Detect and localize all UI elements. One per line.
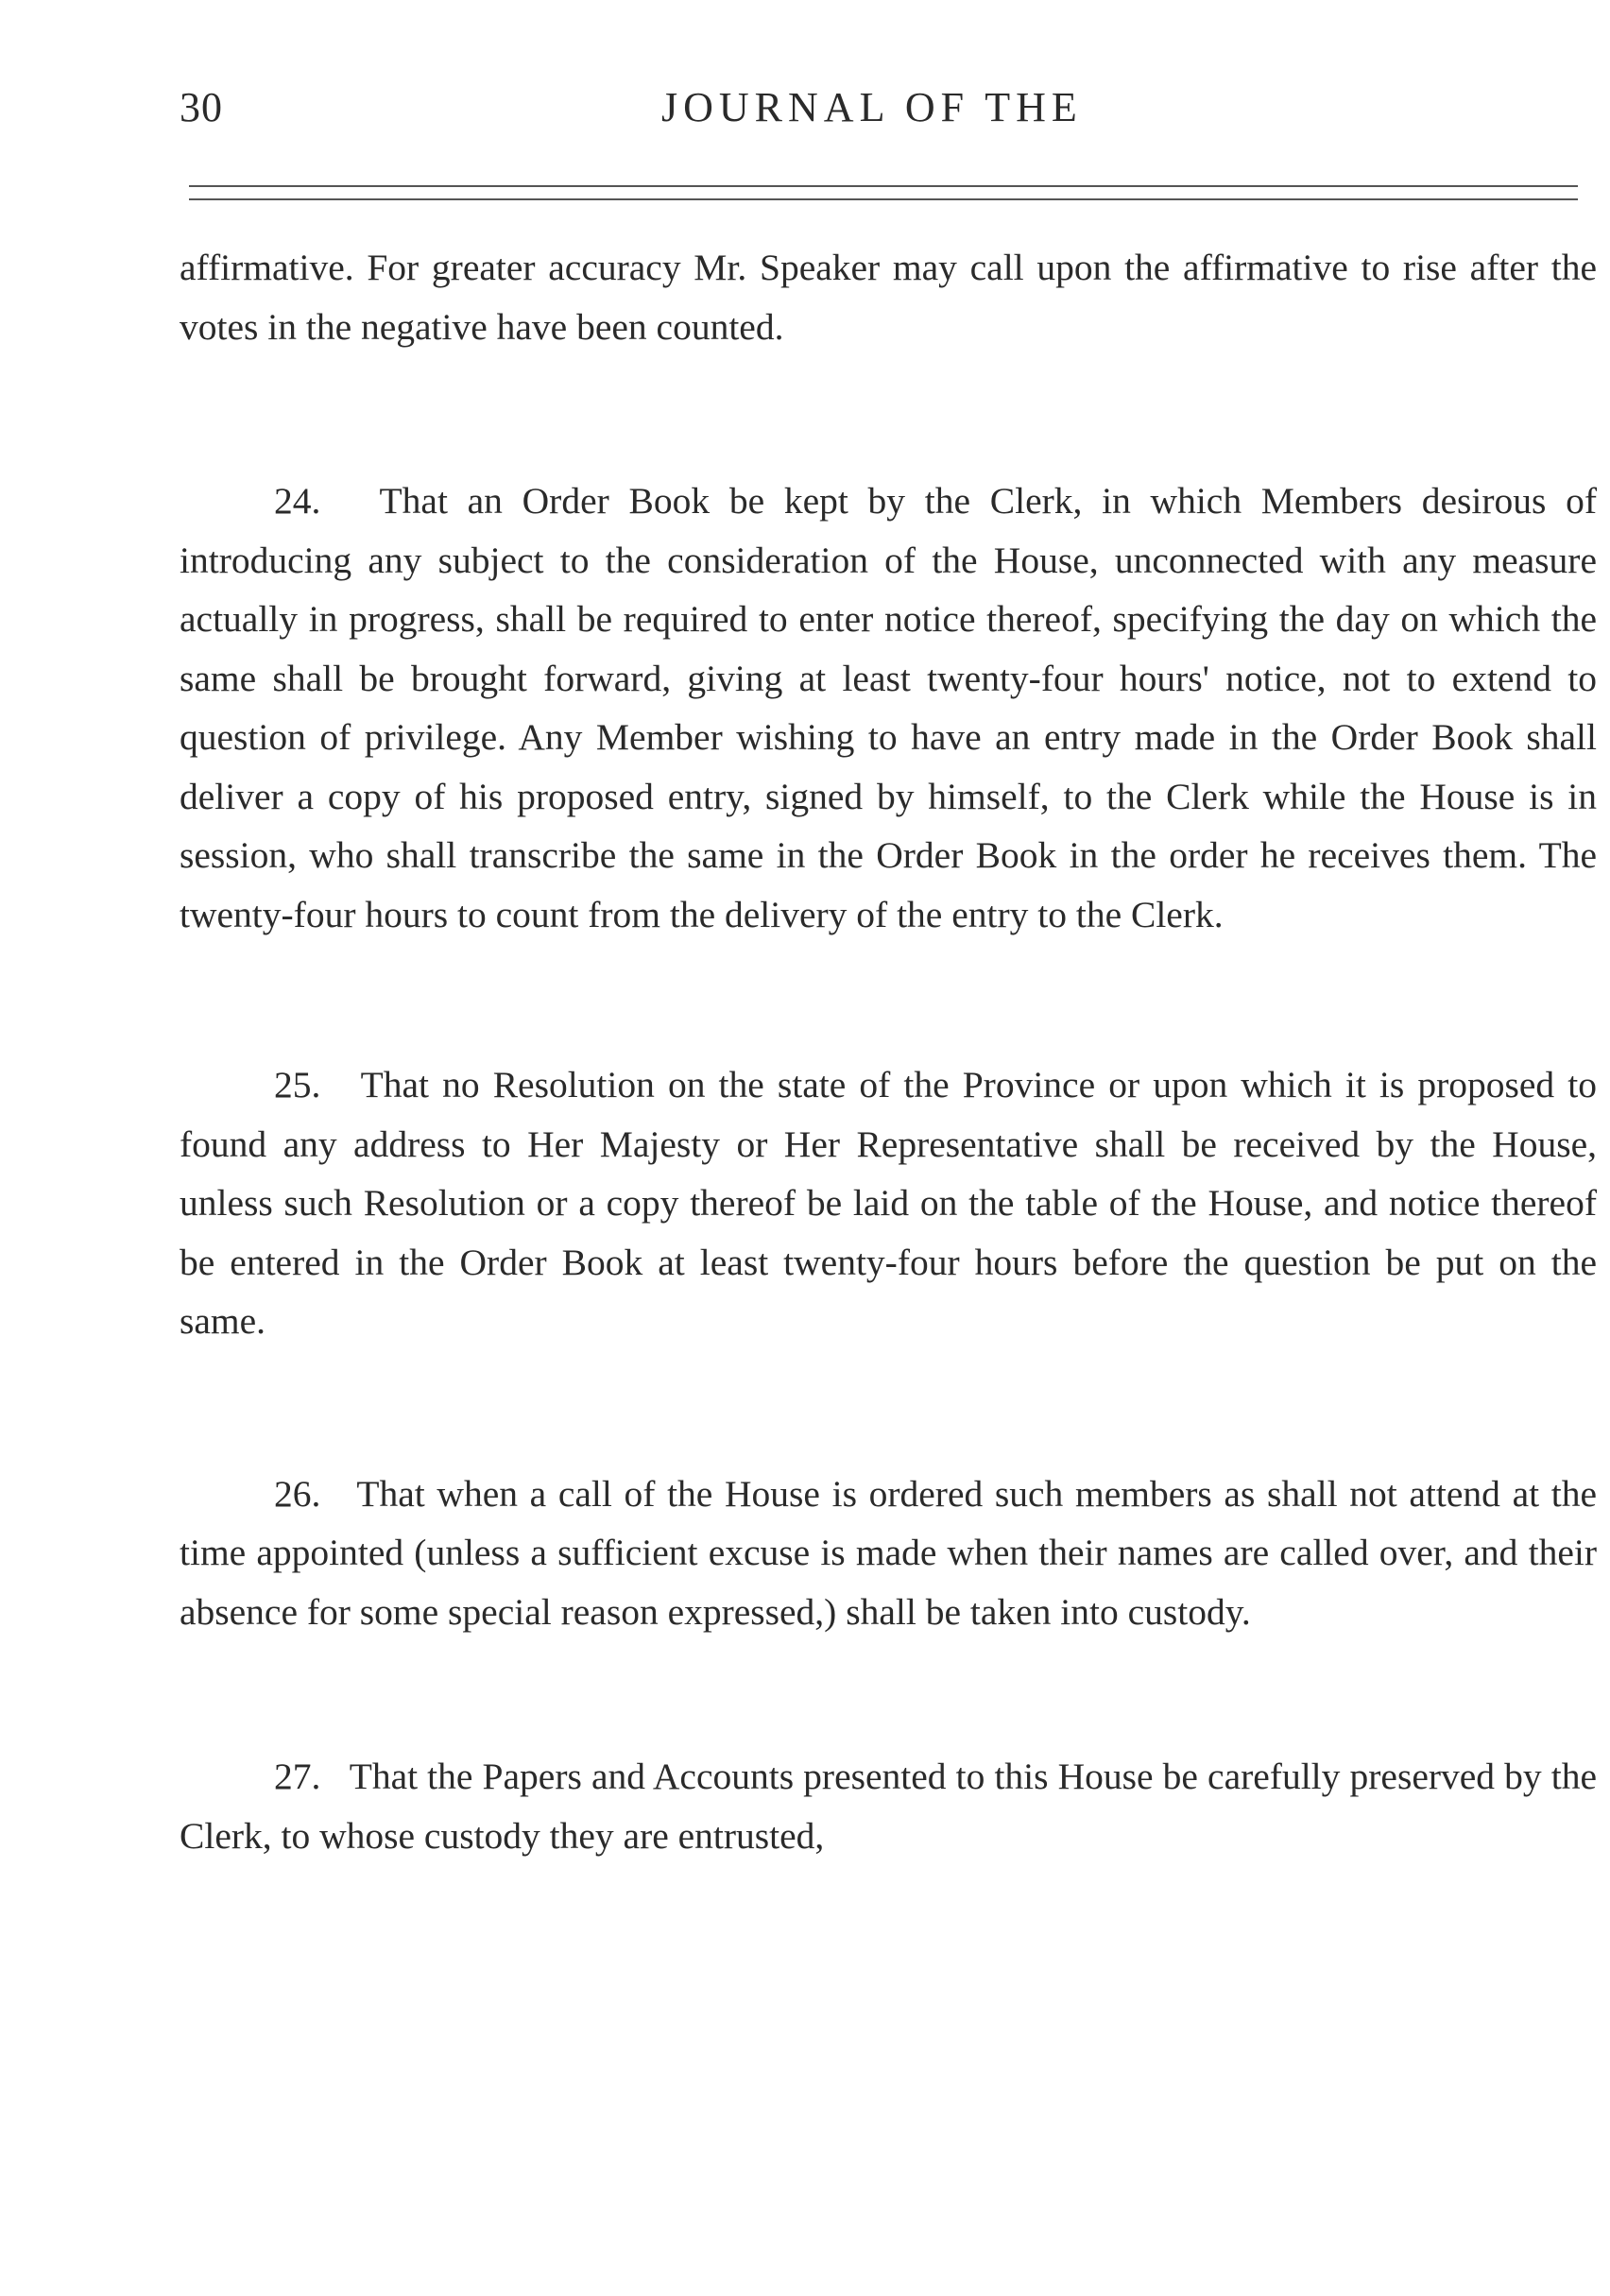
rule-number: 25. [274, 1064, 321, 1105]
page-header [180, 76, 1578, 142]
rule-24 [180, 471, 1597, 944]
paragraph-text: That an Order Book be kept by the Clerk, in which Members desirous of introducing any subject to the consideration of the House, unconnected with any measure actually in progress, shall be required to enter notice thereof, specifying the day on which the same shall be brought forward, giving at least twenty-four hours' notice, not to extend to question of privilege. Any Member wishing to have an entry made in the Order Book shall deliver a copy of his proposed entry, signed by himself, to the Clerk while the House is in session, who shall transcribe the same in the Order Book in the order he receives them. The twenty-four hours to count from the delivery of the entry to the Clerk. [180, 480, 1597, 935]
rule-27 [180, 1747, 1597, 1865]
rule-number: 24. [274, 480, 321, 522]
header-rule-top [189, 185, 1578, 187]
paragraph-gap [180, 1641, 1597, 1747]
paragraph-continuation [180, 238, 1597, 356]
running-title: JOURNAL OF THE [661, 84, 1083, 130]
paragraph-gap [180, 356, 1597, 471]
header-rule-bottom [189, 198, 1578, 200]
paragraph-gap [180, 944, 1597, 1055]
paragraph-text: That the Papers and Accounts presented to this House be carefully preserved by the Clerk, to whose custody they are entrusted, [180, 1756, 1597, 1857]
paragraph-text: affirmative. For greater accuracy Mr. Speaker may call upon the affirmative to rise after the votes in the negative have been counted. [180, 247, 1597, 348]
rule-number: 27. [274, 1756, 321, 1797]
paragraph-text: That no Resolution on the state of the Province or upon which it is proposed to found any address to Her Majesty or Her Representative shall be received by the House, unless such Resolution or a copy thereof be laid on the table of the House, and notice thereof be entered in the Order Book at least twenty-four hours before the question be put on the same. [180, 1064, 1597, 1342]
paragraph-gap [180, 1351, 1597, 1465]
page-number: 30 [180, 84, 223, 130]
rule-25 [180, 1055, 1597, 1351]
body-text [180, 238, 1597, 1865]
rule-number: 26. [274, 1472, 321, 1515]
rule-26 [180, 1465, 1597, 1642]
paragraph-text: That when a call of the House is ordered such members as shall not attend at the time appointed (unless a sufficient excuse is made when their names are called over, and their absence for some special reason expressed,) shall be taken into custody. [180, 1472, 1597, 1633]
